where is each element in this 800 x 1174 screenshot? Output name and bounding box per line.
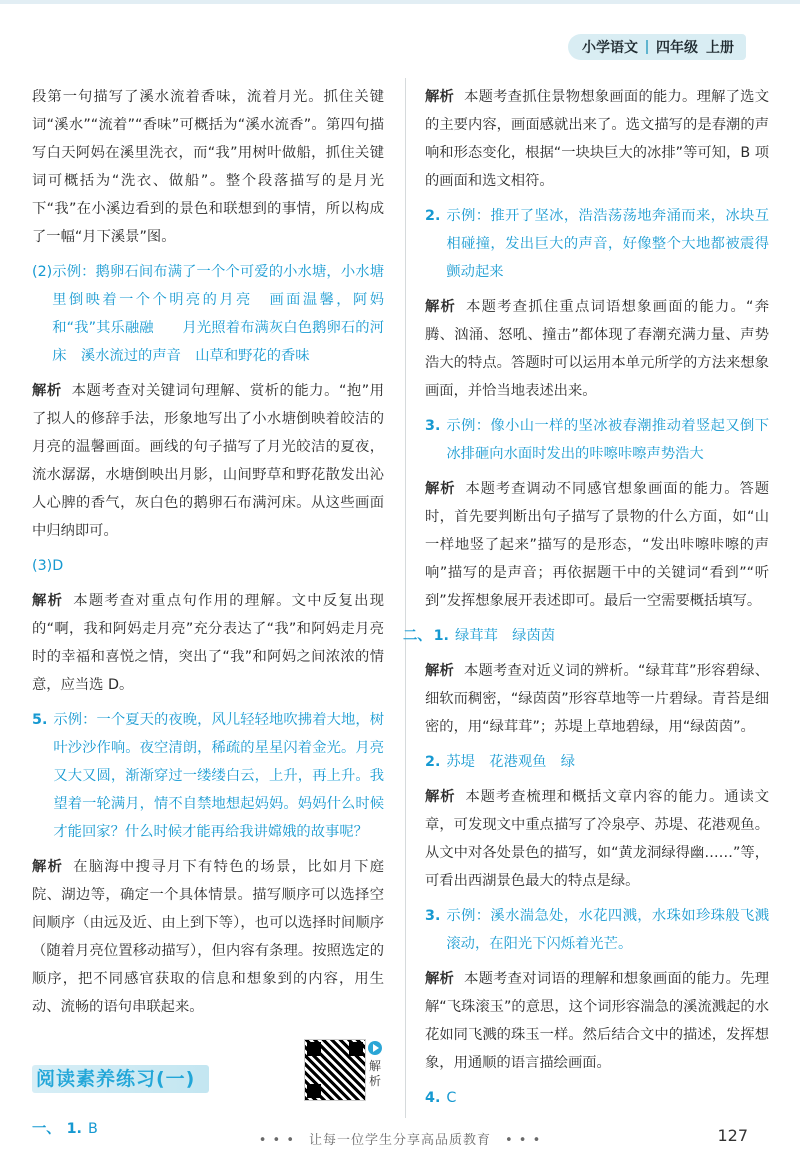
section2-q3-block xyxy=(425,902,769,958)
section2-q1-answer: 绿茸茸 绿茵茵 xyxy=(454,628,556,644)
practice-banner xyxy=(32,1039,384,1113)
continued-analysis: 段第一句描写了溪水流着香味，流着月光。抓住关键词“溪水”“流着”“香味”可概括为“溪水流香”。第四句描写白天阿妈在溪里洗衣，而“我”用树叶做船，抓住关键词可概括为“洗衣、做船”。整个段落描写的是月光下“我”在小溪边看到的景色和联想到的事情，所以构成了一幅“月下溪景”图。 xyxy=(32,89,384,245)
subject-label: 小学语文 xyxy=(582,40,638,56)
q2-answer-block xyxy=(32,258,384,370)
q2-answer: 示例：推开了坚冰，浩浩荡荡地奔涌而来，冰块互相碰撞，发出巨大的声音，好像整个大地都被震得颤动起来 xyxy=(446,208,769,280)
section1-q1-answer: B xyxy=(87,1121,98,1137)
section2-q1-block xyxy=(403,622,769,650)
q2-analysis: 解析 本题考查对关键词句理解、赏析的能力。“抱”用了拟人的修辞手法，形象地写出了小水塘倒映着皎洁的月亮的温馨画面。画线的句子描写了月光皎洁的夏夜，流水潺潺，水塘倒映出月影，山间野草和野花散发出沁人心脾的香气，灰白色的鹅卵石布满河床。从这些画面中归纳即可。 xyxy=(32,383,385,539)
grade-label: 四年级 xyxy=(656,40,698,56)
q3-answer: 示例：像小山一样的坚冰被春潮推动着竖起又倒下 冰排砸向水面时发出的咔嚓咔嚓声势浩大 xyxy=(446,418,784,462)
q3-answer: (3)D xyxy=(32,558,64,574)
analysis-label: 解析 xyxy=(425,299,457,315)
practice-title: 阅读素养练习(一) xyxy=(32,1065,209,1093)
section1-q1: 一、 1. B xyxy=(32,1121,98,1137)
analysis-label: 解析 xyxy=(425,89,455,105)
section2-q1-analysis: 解析 本题考查对近义词的辨析。“绿茸茸”形容碧绿、细软而稠密，“绿茵茵”形容草地等一片碧绿。青苔是细密的，用“绿茸茸”；苏堤上草地碧绿，用“绿茵茵”。 xyxy=(425,663,770,735)
left-column xyxy=(32,83,384,1143)
section2-q2-answer: 苏堤 花港观鱼 绿 xyxy=(446,754,576,770)
page-number: 127 xyxy=(717,1126,748,1145)
header-badge xyxy=(568,34,746,60)
q1-analysis: 解析 本题考查抓住景物想象画面的能力。理解了选文的主要内容，画面感就出来了。选文描写的是春潮的声响和形态变化，根据“一块块巨大的冰排”等可知，B 项的画面和选文相符。 xyxy=(425,89,770,189)
q2-number: 2. xyxy=(425,208,441,224)
q5-number: 5. xyxy=(32,712,48,728)
analysis-label: 解析 xyxy=(425,971,455,987)
section2-q2-block xyxy=(425,748,769,776)
analysis-label: 解析 xyxy=(32,383,62,399)
q2-answer: 示例：鹅卵石间布满了一个个可爱的小水塘，小水塘里倒映着一个个明亮的月亮 画面温馨，阿妈和“我”其乐融融 月光照着布满灰白色鹅卵石的河床 溪水流过的声音 山草和野花的香味 xyxy=(52,264,384,364)
section1-prefix: 一、 xyxy=(32,1121,61,1137)
analysis-label: 解析 xyxy=(32,859,64,875)
q2-label: (2) xyxy=(32,264,53,280)
section2-q3-analysis: 解析 本题考查对词语的理解和想象画面的能力。先理解“飞珠滚玉”的意思，这个词形容湍急的溪流溅起的水花如同飞溅的珠玉一样。然后结合文中的描述，发挥想象，用通顺的语言描绘画面。 xyxy=(425,971,770,1071)
header-separator xyxy=(646,40,648,54)
q5-analysis: 解析 在脑海中搜寻月下有特色的场景，比如月下庭院、湖边等，确定一个具体情景。描写顺序可以选择空间顺序（由远及近、由上到下等），也可以选择时间顺序（随着月亮位置移动描写），但内容有条理。按照选定的顺序，把不同感官获取的信息和想象到的内容，用生动、流畅的语句串联起来。 xyxy=(32,859,385,1015)
qr-label: 解析 xyxy=(369,1059,382,1088)
q5-answer: 示例：一个夏天的夜晚，风儿轻轻地吹拂着大地，树叶沙沙作响。夜空清朗，稀疏的星星闪着金光。月亮又大又圆，渐渐穿过一缕缕白云，上升，再上升。我望着一轮满月，情不自禁地想起妈妈。妈妈什么时候才能回家？什么时候才能再给我讲嫦娥的故事呢？ xyxy=(53,712,384,840)
section2-q1-number: 1. xyxy=(433,628,449,644)
section2-q2-number: 2. xyxy=(425,754,441,770)
analysis-label: 解析 xyxy=(32,593,64,609)
q3-analysis: 解析 本题考查对重点句作用的理解。文中反复出现的“啊，我和阿妈走月亮”充分表达了“我”和阿妈走月亮时的幸福和喜悦之情，突出了“我”和阿妈之间浓浓的情意，应当选 D。 xyxy=(32,593,385,693)
q3-number: 3. xyxy=(425,418,441,434)
analysis-label: 解析 xyxy=(425,789,456,805)
analysis-label: 解析 xyxy=(425,663,454,679)
right-column xyxy=(403,83,784,1112)
section2-q3-number: 3. xyxy=(425,908,441,924)
q3-analysis: 解析 本题考查调动不同感官想象画面的能力。答题时，首先要判断出句子描写了景物的什么方面，如“山一样地竖了起来”描写的是形态，“发出咔嚓咔嚓的声响”描写的是声音；再依据题干中的关键词“看到”“听到”发挥想象展开表述即可。最后一空需要概括填写。 xyxy=(425,481,770,609)
volume-label: 上册 xyxy=(706,40,734,56)
section2-q2-analysis: 解析 本题考查梳理和概括文章内容的能力。通读文章，可发现文中重点描写了冷泉亭、苏堤、花港观鱼。从文中对各处景色的描写，如“黄龙洞绿得幽……”等，可看出西湖景色最大的特点是绿。 xyxy=(425,789,770,889)
section2-q4 xyxy=(425,1084,769,1112)
q2-answer-block xyxy=(425,202,769,286)
top-border xyxy=(0,0,800,4)
section2-q3-answer: 示例：溪水湍急处，水花四溅，水珠如珍珠般飞溅滚动，在阳光下闪烁着光芒。 xyxy=(446,908,769,952)
q5-answer-block xyxy=(32,706,384,846)
qr-code-icon[interactable] xyxy=(304,1039,366,1101)
column-divider xyxy=(405,78,406,1118)
q2-analysis: 解析 本题考查抓住重点词语想象画面的能力。“奔腾、汹涌、怒吼、撞击”都体现了春潮充满力量、声势浩大的特点。答题时可以运用本单元所学的方法来想象画面，并恰当地表述出来。 xyxy=(425,299,770,399)
q3-answer-block xyxy=(425,412,784,468)
footer-slogan: • • • 让每一位学生分享高品质教育 • • • xyxy=(258,1133,542,1148)
section2-q4-number: 4. xyxy=(425,1090,441,1106)
play-icon[interactable] xyxy=(368,1041,382,1055)
analysis-label: 解析 xyxy=(425,481,456,497)
section2-prefix: 二、 xyxy=(403,628,432,644)
section2-q4-answer: C xyxy=(446,1090,457,1106)
